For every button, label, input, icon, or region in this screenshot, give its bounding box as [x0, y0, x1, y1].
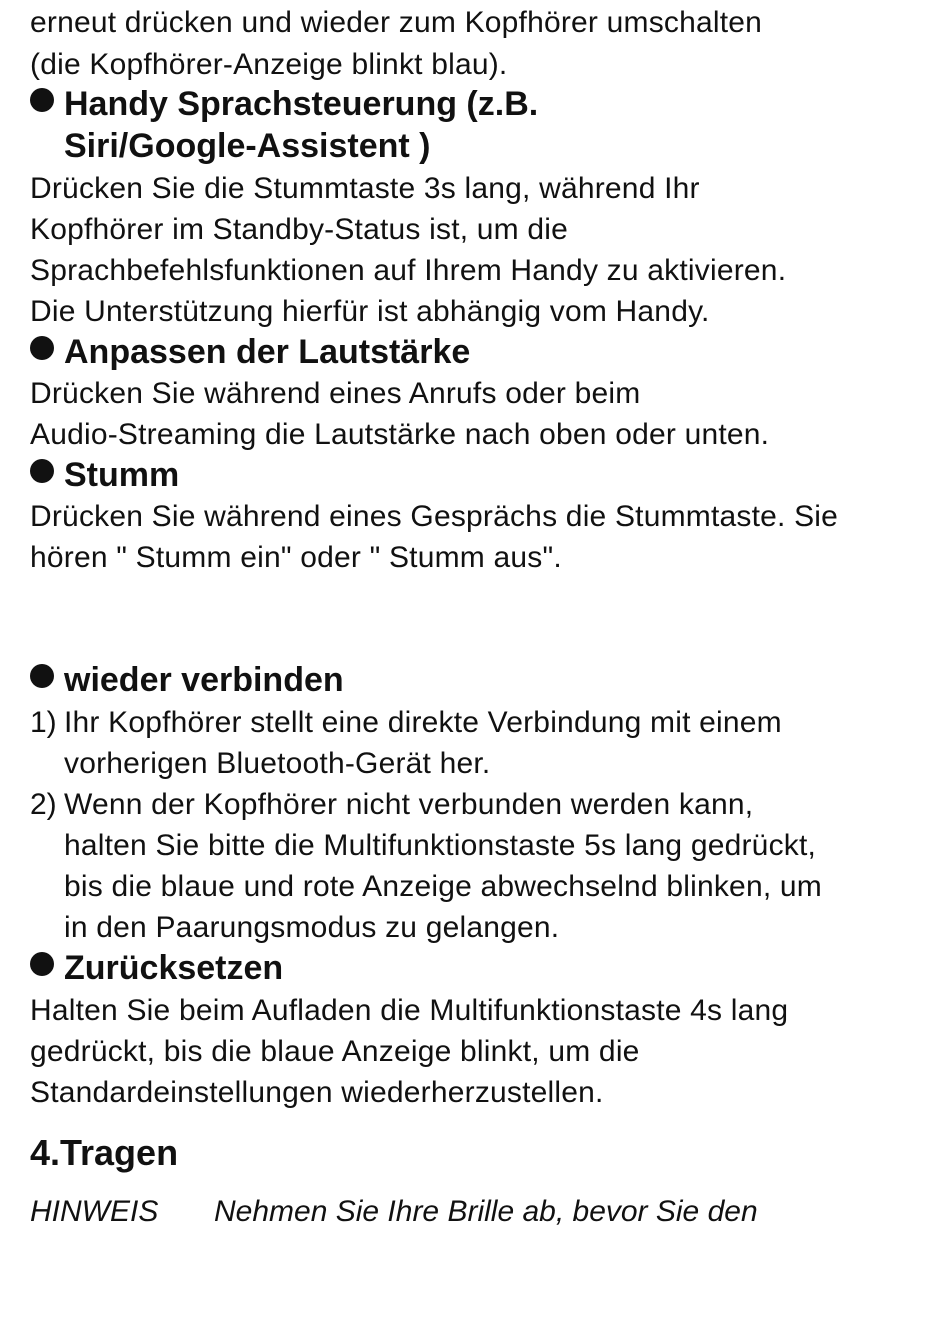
reconnect-item-2-line-1: Wenn der Kopfhörer nicht verbunden werden kann, [64, 788, 754, 821]
bullet-icon [30, 664, 54, 688]
voice-line-3: Sprachbefehlsfunktionen auf Ihrem Handy zu aktivieren. [30, 254, 787, 287]
voice-control-heading-cont: Siri/Google-Assistent ) [64, 127, 431, 165]
note-text: Nehmen Sie Ihre Brille ab, bevor Sie den [214, 1195, 758, 1228]
reset-heading [30, 948, 283, 988]
bullet-icon [30, 88, 54, 112]
intro-line-1: erneut drücken und wieder zum Kopfhörer umschalten [30, 6, 763, 39]
voice-heading-text: Handy Sprachsteuerung (z.B. [64, 85, 539, 123]
mute-heading-text: Stumm [64, 456, 180, 494]
note-line [30, 1195, 758, 1229]
mute-line-2: hören " Stumm ein" oder " Stumm aus". [30, 541, 562, 574]
reset-line-2: gedrückt, bis die blaue Anzeige blinkt, um die [30, 1035, 640, 1068]
section-title-wearing: 4.Tragen [30, 1132, 179, 1173]
list-number-1: 1) [30, 706, 57, 739]
reset-heading-text: Zurücksetzen [64, 949, 284, 987]
reconnect-item-1-line-2: vorherigen Bluetooth-Gerät her. [64, 747, 491, 780]
mute-heading [30, 455, 179, 495]
voice-line-2: Kopfhörer im Standby-Status ist, um die [30, 213, 569, 246]
bullet-icon [30, 336, 54, 360]
reconnect-item-2-line-2: halten Sie bitte die Multifunktionstaste 5s lang gedrückt, [64, 829, 817, 862]
voice-line-4: Die Unterstützung hierfür ist abhängig vom Handy. [30, 295, 710, 328]
intro-line-2: (die Kopfhörer-Anzeige blinkt blau). [30, 48, 508, 81]
voice-control-heading [30, 84, 538, 124]
mute-line-1: Drücken Sie während eines Gesprächs die Stummtaste. Sie [30, 500, 839, 533]
reset-line-1: Halten Sie beim Aufladen die Multifunktionstaste 4s lang [30, 994, 789, 1027]
volume-heading [30, 332, 470, 372]
note-label: HINWEIS [30, 1195, 159, 1228]
reconnect-item-2-line-4: in den Paarungsmodus zu gelangen. [64, 911, 560, 944]
reconnect-heading-text: wieder verbinden [64, 661, 344, 699]
list-number-2: 2) [30, 788, 57, 821]
volume-heading-text: Anpassen der Lautstärke [64, 333, 471, 371]
volume-line-1: Drücken Sie während eines Anrufs oder beim [30, 377, 641, 410]
bullet-icon [30, 952, 54, 976]
bullet-icon [30, 459, 54, 483]
volume-line-2: Audio-Streaming die Lautstärke nach oben oder unten. [30, 418, 770, 451]
reconnect-item-1-line-1: Ihr Kopfhörer stellt eine direkte Verbindung mit einem [64, 706, 782, 739]
reset-line-3: Standardeinstellungen wiederherzustellen. [30, 1076, 604, 1109]
reconnect-item-2-line-3: bis die blaue und rote Anzeige abwechselnd blinken, um [64, 870, 822, 903]
voice-line-1: Drücken Sie die Stummtaste 3s lang, während Ihr [30, 172, 700, 205]
reconnect-heading [30, 660, 344, 700]
